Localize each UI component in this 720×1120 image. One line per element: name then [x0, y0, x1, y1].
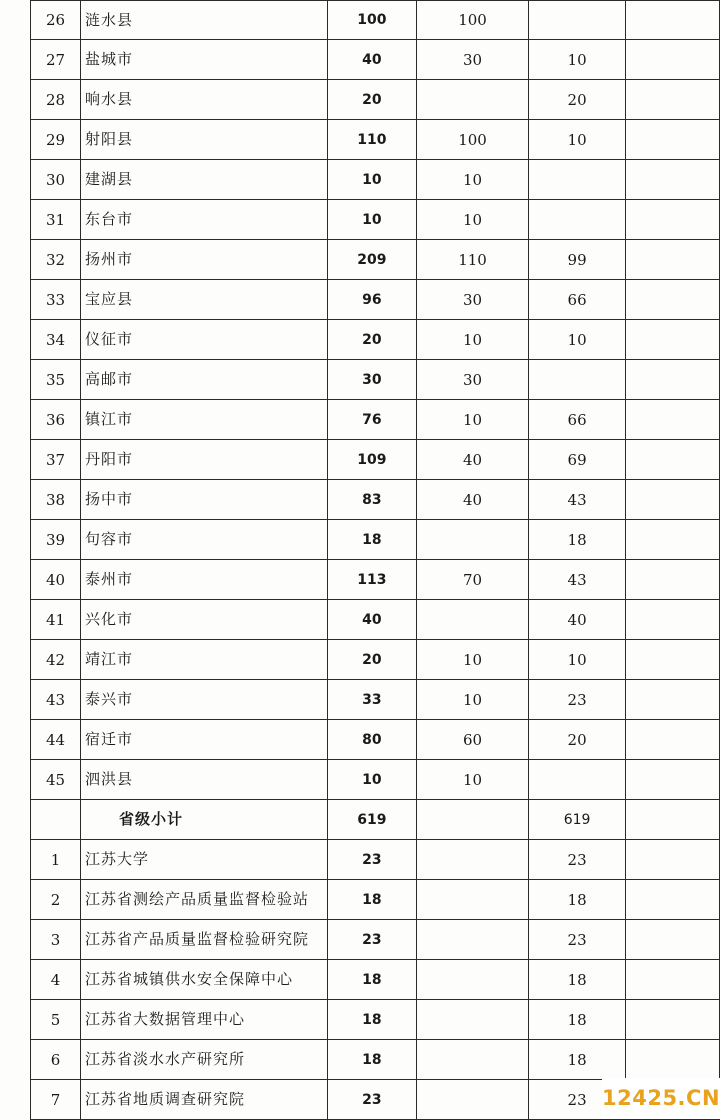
- row-col-b: 18: [529, 960, 626, 1000]
- row-number: 37: [31, 440, 81, 480]
- row-col-b: 23: [529, 920, 626, 960]
- row-col-empty: [625, 160, 719, 200]
- row-name: 宿迁市: [81, 720, 328, 760]
- row-col-empty: [625, 360, 719, 400]
- row-col-b: 40: [529, 600, 626, 640]
- row-total: 83: [327, 480, 416, 520]
- row-name: 兴化市: [81, 600, 328, 640]
- row-number: 41: [31, 600, 81, 640]
- row-col-b: 18: [529, 880, 626, 920]
- row-number: 7: [31, 1080, 81, 1120]
- row-total: 76: [327, 400, 416, 440]
- table-row: [31, 320, 720, 360]
- row-number: 26: [31, 1, 81, 40]
- row-col-empty: [625, 880, 719, 920]
- subtotal-row: [31, 800, 720, 840]
- row-number: 32: [31, 240, 81, 280]
- row-col-empty: [625, 920, 719, 960]
- row-name: 省级小计: [81, 800, 328, 840]
- row-total: 10: [327, 200, 416, 240]
- row-col-empty: [625, 960, 719, 1000]
- row-col-b: 23: [529, 1080, 626, 1120]
- row-col-empty: [625, 200, 719, 240]
- table-row: [31, 440, 720, 480]
- row-col-a: 40: [416, 480, 528, 520]
- row-col-a: 100: [416, 120, 528, 160]
- row-name: 泰州市: [81, 560, 328, 600]
- row-name: 扬州市: [81, 240, 328, 280]
- row-name: 泰兴市: [81, 680, 328, 720]
- row-col-empty: [625, 760, 719, 800]
- row-number: 5: [31, 1000, 81, 1040]
- row-name: 响水县: [81, 80, 328, 120]
- row-col-a: 40: [416, 440, 528, 480]
- row-number: 31: [31, 200, 81, 240]
- row-name: 仪征市: [81, 320, 328, 360]
- row-col-empty: [625, 440, 719, 480]
- row-col-empty: [625, 280, 719, 320]
- row-col-b: 619: [529, 800, 626, 840]
- row-name: 江苏省产品质量监督检验研究院: [81, 920, 328, 960]
- row-col-b: [529, 360, 626, 400]
- table-row: [31, 1000, 720, 1040]
- row-name: 高邮市: [81, 360, 328, 400]
- row-number: 29: [31, 120, 81, 160]
- row-name: 东台市: [81, 200, 328, 240]
- row-name: 射阳县: [81, 120, 328, 160]
- row-col-empty: [625, 480, 719, 520]
- row-col-a: [416, 1000, 528, 1040]
- row-col-a: 30: [416, 280, 528, 320]
- row-col-b: [529, 760, 626, 800]
- row-col-b: 43: [529, 480, 626, 520]
- row-col-a: [416, 880, 528, 920]
- table-row: [31, 40, 720, 80]
- row-total: 23: [327, 840, 416, 880]
- row-name: 泗洪县: [81, 760, 328, 800]
- table-row: [31, 360, 720, 400]
- row-name: 扬中市: [81, 480, 328, 520]
- row-col-empty: [625, 800, 719, 840]
- row-number: [31, 800, 81, 840]
- row-total: 20: [327, 80, 416, 120]
- table-row: [31, 840, 720, 880]
- table-row: [31, 200, 720, 240]
- row-total: 18: [327, 520, 416, 560]
- row-number: 43: [31, 680, 81, 720]
- row-total: 113: [327, 560, 416, 600]
- row-total: 18: [327, 880, 416, 920]
- row-name: 江苏大学: [81, 840, 328, 880]
- row-number: 4: [31, 960, 81, 1000]
- table-row: [31, 400, 720, 440]
- row-number: 35: [31, 360, 81, 400]
- row-total: 18: [327, 1000, 416, 1040]
- table-row: [31, 1, 720, 40]
- row-col-a: 10: [416, 160, 528, 200]
- table-row: [31, 960, 720, 1000]
- row-total: 10: [327, 160, 416, 200]
- table-row: [31, 760, 720, 800]
- row-total: 96: [327, 280, 416, 320]
- row-col-a: 10: [416, 320, 528, 360]
- row-col-b: 43: [529, 560, 626, 600]
- row-col-b: 10: [529, 640, 626, 680]
- row-col-a: [416, 1080, 528, 1120]
- row-name: 丹阳市: [81, 440, 328, 480]
- table-row: [31, 560, 720, 600]
- row-col-b: [529, 1, 626, 40]
- row-total: 30: [327, 360, 416, 400]
- row-col-b: [529, 200, 626, 240]
- row-number: 44: [31, 720, 81, 760]
- row-col-a: [416, 1040, 528, 1080]
- table-row: [31, 600, 720, 640]
- row-col-a: 10: [416, 640, 528, 680]
- row-col-empty: [625, 120, 719, 160]
- row-col-empty: [625, 400, 719, 440]
- row-total: 23: [327, 920, 416, 960]
- row-total: 20: [327, 640, 416, 680]
- row-col-empty: [625, 720, 719, 760]
- row-col-b: 66: [529, 280, 626, 320]
- row-number: 36: [31, 400, 81, 440]
- row-col-empty: [625, 40, 719, 80]
- row-number: 1: [31, 840, 81, 880]
- table-row: [31, 880, 720, 920]
- row-col-empty: [625, 1000, 719, 1040]
- row-col-b: 99: [529, 240, 626, 280]
- row-col-empty: [625, 520, 719, 560]
- table-row: [31, 720, 720, 760]
- table-row: [31, 280, 720, 320]
- row-col-b: 23: [529, 840, 626, 880]
- table-row: [31, 640, 720, 680]
- table-row: [31, 1040, 720, 1080]
- row-number: 27: [31, 40, 81, 80]
- row-col-a: [416, 960, 528, 1000]
- table-body: [31, 1, 720, 1120]
- table-row: [31, 920, 720, 960]
- site-watermark: 12425.CN: [602, 1078, 720, 1119]
- table-row: [31, 480, 720, 520]
- row-col-a: 60: [416, 720, 528, 760]
- table-row: [31, 520, 720, 560]
- row-total: 18: [327, 1040, 416, 1080]
- row-col-a: 10: [416, 200, 528, 240]
- table-row: [31, 680, 720, 720]
- row-number: 42: [31, 640, 81, 680]
- row-col-empty: [625, 600, 719, 640]
- row-col-empty: [625, 240, 719, 280]
- row-col-a: [416, 920, 528, 960]
- row-name: 宝应县: [81, 280, 328, 320]
- row-total: 33: [327, 680, 416, 720]
- row-number: 34: [31, 320, 81, 360]
- row-col-a: [416, 840, 528, 880]
- row-number: 39: [31, 520, 81, 560]
- row-total: 40: [327, 40, 416, 80]
- row-col-a: 70: [416, 560, 528, 600]
- row-number: 38: [31, 480, 81, 520]
- table-row: [31, 160, 720, 200]
- row-total: 40: [327, 600, 416, 640]
- row-col-a: [416, 600, 528, 640]
- row-col-a: 10: [416, 400, 528, 440]
- row-col-a: 100: [416, 1, 528, 40]
- row-total: 20: [327, 320, 416, 360]
- row-col-a: 10: [416, 760, 528, 800]
- row-name: 江苏省测绘产品质量监督检验站: [81, 880, 328, 920]
- row-name: 江苏省淡水水产研究所: [81, 1040, 328, 1080]
- table-row: [31, 240, 720, 280]
- row-col-empty: [625, 1040, 719, 1080]
- row-name: 江苏省城镇供水安全保障中心: [81, 960, 328, 1000]
- row-col-a: 30: [416, 360, 528, 400]
- row-col-b: 23: [529, 680, 626, 720]
- row-col-empty: [625, 1, 719, 40]
- row-total: 209: [327, 240, 416, 280]
- row-col-b: 20: [529, 720, 626, 760]
- row-col-b: 69: [529, 440, 626, 480]
- row-col-b: 66: [529, 400, 626, 440]
- row-number: 28: [31, 80, 81, 120]
- row-col-b: 18: [529, 1040, 626, 1080]
- row-number: 45: [31, 760, 81, 800]
- row-number: 30: [31, 160, 81, 200]
- row-col-empty: [625, 640, 719, 680]
- row-total: 23: [327, 1080, 416, 1120]
- row-col-empty: [625, 80, 719, 120]
- allocation-table: [30, 0, 720, 1120]
- row-col-a: [416, 520, 528, 560]
- row-col-b: 10: [529, 320, 626, 360]
- row-total: 109: [327, 440, 416, 480]
- row-total: 100: [327, 1, 416, 40]
- row-name: 靖江市: [81, 640, 328, 680]
- row-total: 110: [327, 120, 416, 160]
- row-col-b: [529, 160, 626, 200]
- row-col-a: 110: [416, 240, 528, 280]
- row-col-a: 10: [416, 680, 528, 720]
- row-name: 盐城市: [81, 40, 328, 80]
- row-name: 涟水县: [81, 1, 328, 40]
- row-number: 6: [31, 1040, 81, 1080]
- row-col-b: 18: [529, 520, 626, 560]
- row-name: 镇江市: [81, 400, 328, 440]
- row-name: 句容市: [81, 520, 328, 560]
- row-col-b: 10: [529, 120, 626, 160]
- row-col-a: [416, 800, 528, 840]
- row-name: 江苏省大数据管理中心: [81, 1000, 328, 1040]
- row-col-b: 20: [529, 80, 626, 120]
- row-number: 40: [31, 560, 81, 600]
- row-col-b: 18: [529, 1000, 626, 1040]
- row-total: 619: [327, 800, 416, 840]
- table-row: [31, 80, 720, 120]
- row-number: 33: [31, 280, 81, 320]
- row-total: 80: [327, 720, 416, 760]
- row-number: 2: [31, 880, 81, 920]
- row-col-b: 10: [529, 40, 626, 80]
- table-row: [31, 120, 720, 160]
- row-number: 3: [31, 920, 81, 960]
- row-col-empty: [625, 560, 719, 600]
- row-col-a: 30: [416, 40, 528, 80]
- row-col-empty: [625, 840, 719, 880]
- row-total: 18: [327, 960, 416, 1000]
- row-total: 10: [327, 760, 416, 800]
- row-name: 江苏省地质调查研究院: [81, 1080, 328, 1120]
- row-name: 建湖县: [81, 160, 328, 200]
- row-col-empty: [625, 680, 719, 720]
- row-col-empty: [625, 320, 719, 360]
- row-col-a: [416, 80, 528, 120]
